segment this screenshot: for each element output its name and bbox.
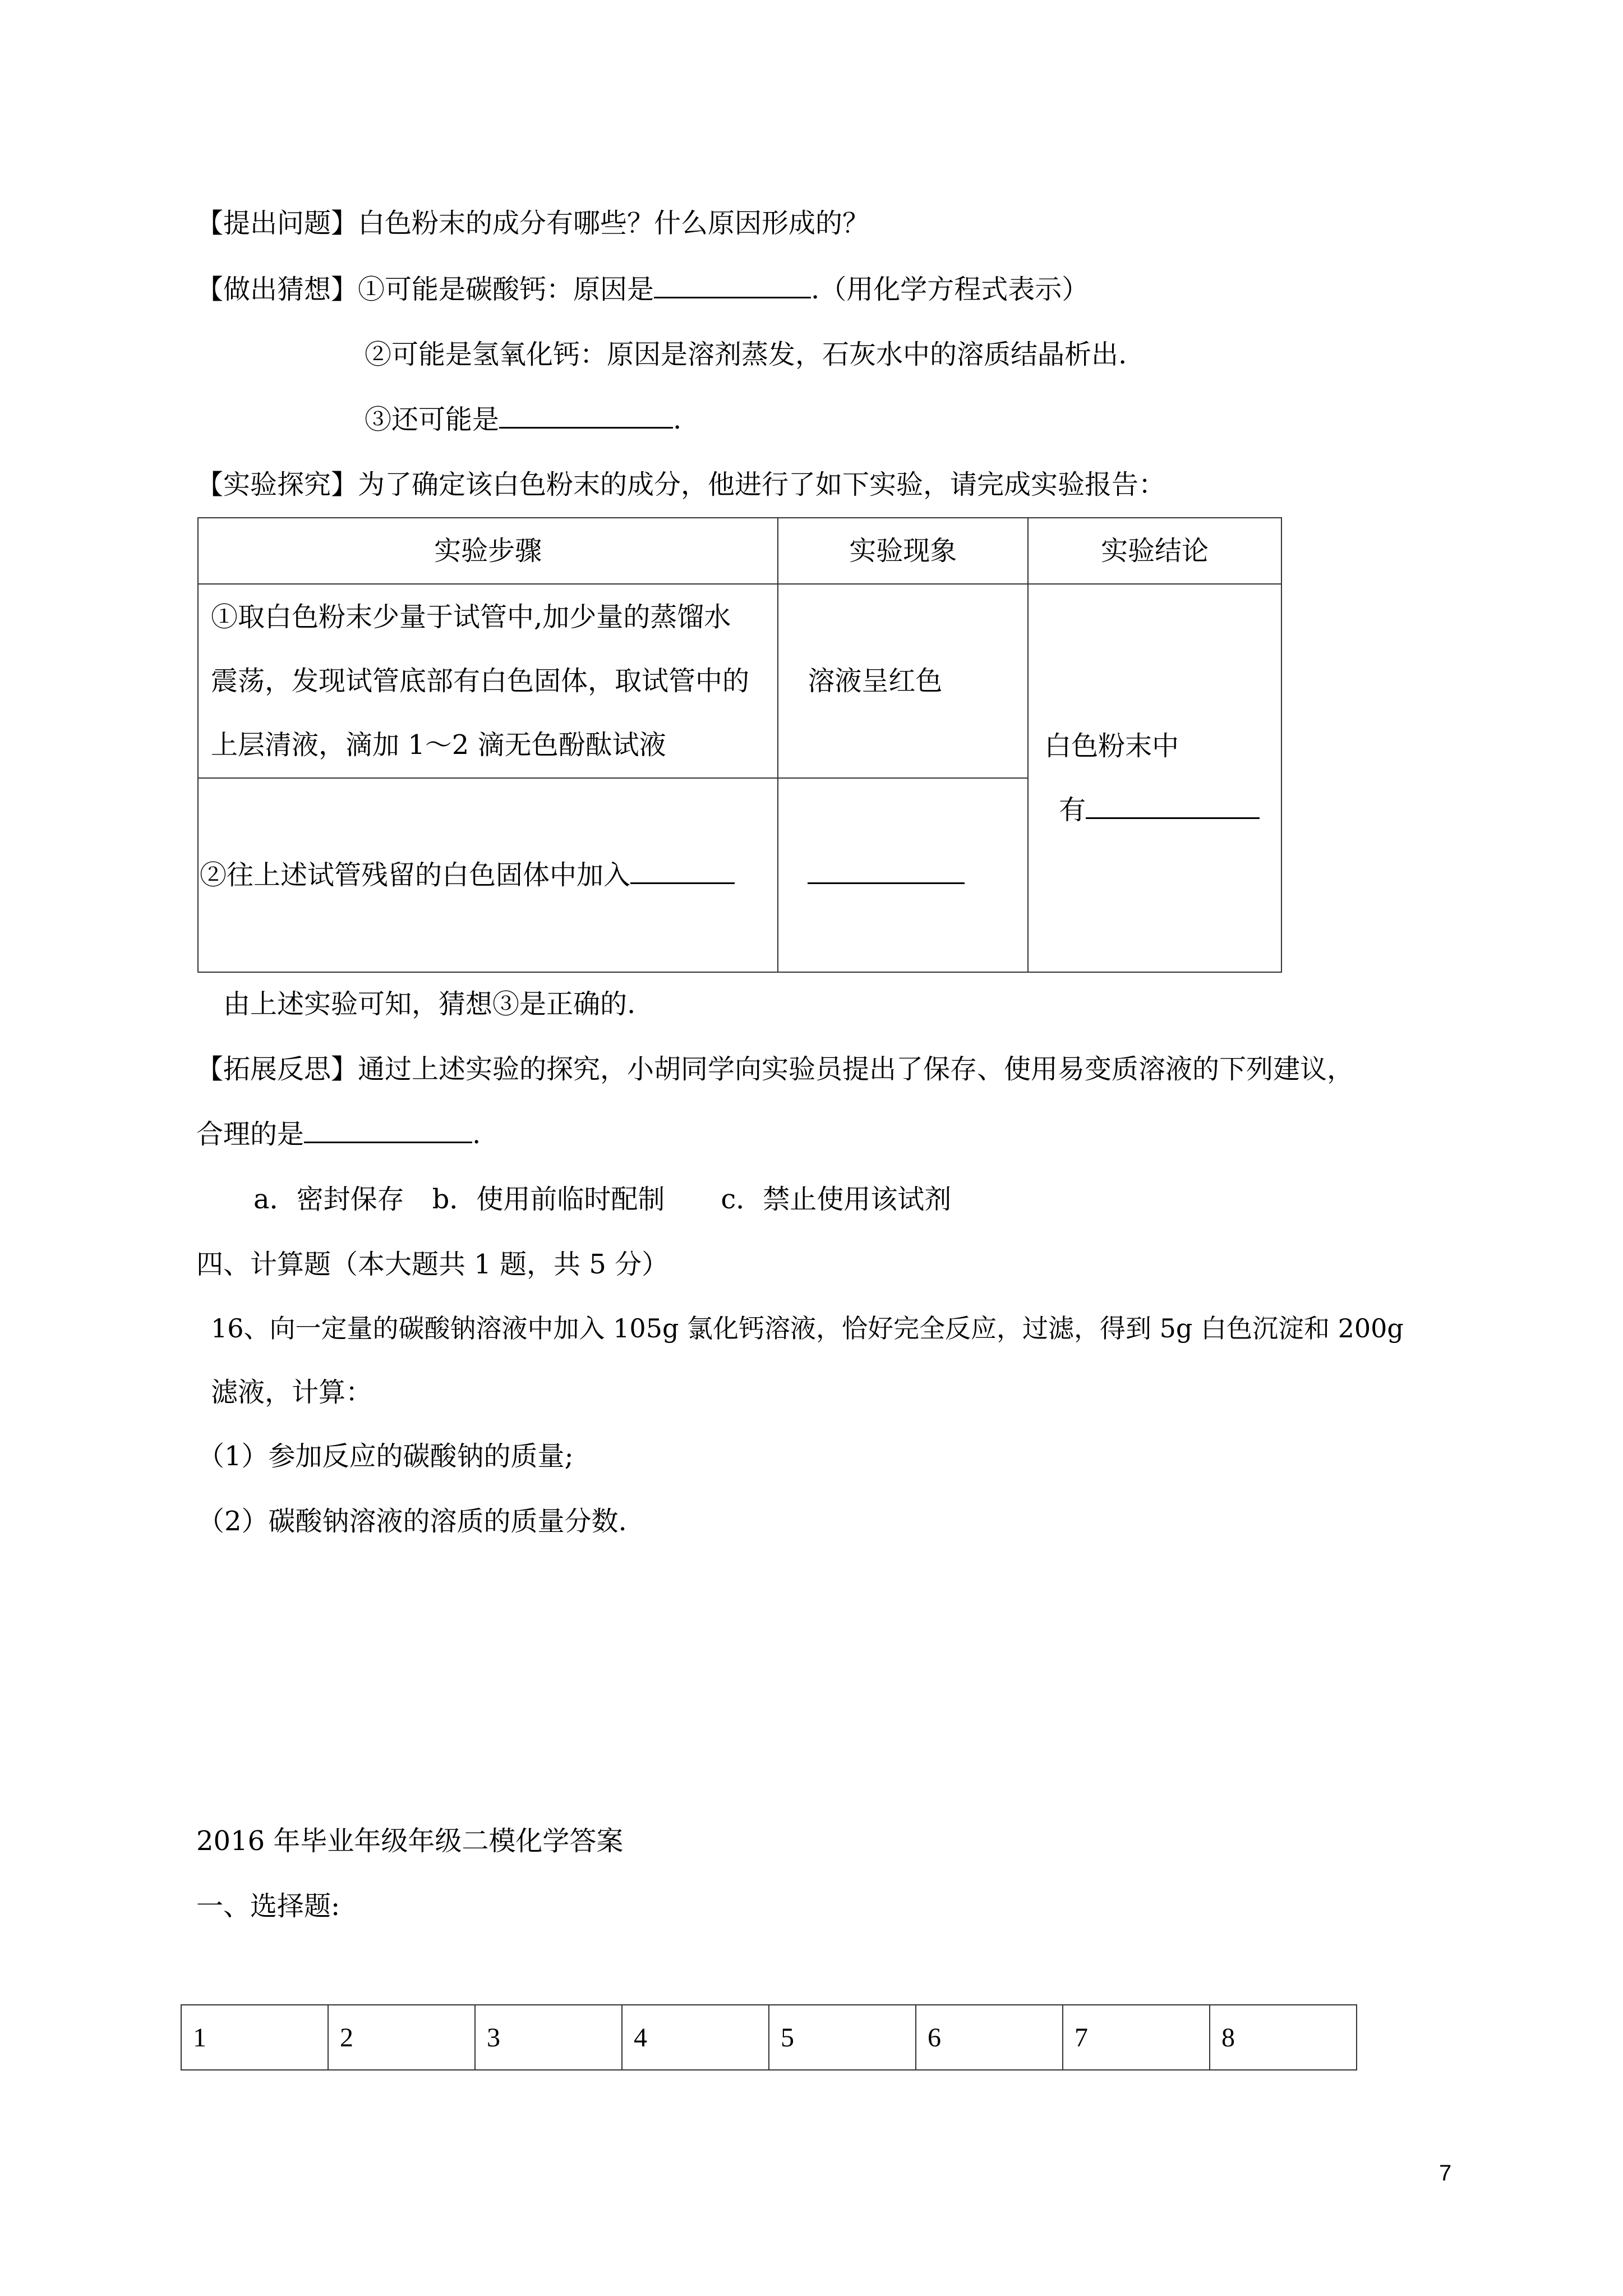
conclusion-line-1: 白色粉末中: [1044, 730, 1179, 762]
option-c: c．禁止使用该试剂: [721, 1184, 952, 1215]
reflection-prefix: 合理的是: [196, 1119, 305, 1150]
answer-cell-8: 8: [1210, 2005, 1357, 2070]
experiment-intro-line: [196, 468, 1165, 501]
conclusion-text: 由上述实验可知，猜想③是正确的.: [223, 988, 636, 1020]
option-a: a．密封保存: [253, 1184, 404, 1215]
phenomenon1-cell: 溶液呈红色: [778, 584, 1028, 778]
experiment-intro: 为了确定该白色粉末的成分，他进行了如下实验，请完成实验报告：: [358, 469, 1166, 500]
answer-cell-5: 5: [769, 2005, 916, 2070]
question16-line-1: 16、向一定量的碳酸钠溶液中加入 105g 氯化钙溶液，恰好完全反应，过滤，得到 5g 白色沉淀和 200g: [211, 1313, 1404, 1343]
hypothesis-item3-suffix: .: [673, 404, 682, 435]
hypothesis-line-1: [196, 273, 1089, 306]
hypothesis-line-2: ②可能是氢氧化钙：原因是溶剂蒸发，石灰水中的溶质结晶析出.: [365, 339, 1127, 370]
answer-cell-7: 7: [1063, 2005, 1210, 2070]
answer-cell-3: 3: [475, 2005, 622, 2070]
reflection-text: 通过上述实验的探究，小胡同学向实验员提出了保存、使用易变质溶液的下列建议，: [358, 1053, 1354, 1085]
hypothesis-blank-3[interactable]: [499, 403, 673, 429]
step2-cell: [198, 778, 778, 972]
answer-cell-1: 1: [181, 2005, 328, 2070]
experiment-header-row: [198, 518, 1281, 584]
answers-title: 2016 年毕业年级年级二模化学答案: [196, 1825, 624, 1857]
reflection-label: 【拓展反思】: [196, 1053, 358, 1085]
answer-number-row: [181, 2005, 1357, 2070]
hypothesis-item1-suffix: .（用化学方程式表示）: [811, 274, 1089, 305]
step2-blank[interactable]: [630, 859, 735, 884]
hypothesis-blank-1[interactable]: [654, 273, 811, 298]
experiment-label: 【实验探究】: [196, 469, 358, 500]
reflection-line-1: [196, 1052, 1354, 1086]
reflection-blank[interactable]: [304, 1118, 472, 1143]
step1-line-2: 震荡，发现试管底部有白色固体，取试管中的: [211, 665, 750, 697]
header-phenomenon: 实验现象: [778, 518, 1028, 584]
question16-sub-2: （2）碳酸钠溶液的溶质的质量分数.: [197, 1506, 627, 1537]
reflection-line-2: [196, 1117, 481, 1151]
header-steps: 实验步骤: [198, 518, 778, 584]
conclusion-blank[interactable]: [1086, 794, 1260, 819]
page-number: 7: [1439, 2161, 1452, 2185]
section4-title: 四、计算题（本大题共 1 题，共 5 分）: [196, 1249, 669, 1280]
step1-line-1: ①取白色粉末少量于试管中,加少量的蒸馏水: [211, 601, 731, 633]
step2-text: ②往上述试管残留的白色固体中加入: [200, 859, 631, 891]
conclusion-line-2: [1044, 778, 1271, 842]
conclusion-prefix: 有: [1059, 794, 1086, 826]
question-text: 白色粉末的成分有哪些？什么原因形成的？: [358, 208, 870, 239]
reflection-suffix: .: [472, 1119, 481, 1150]
hypothesis-item3: ③还可能是: [365, 404, 500, 435]
header-conclusion: 实验结论: [1028, 518, 1281, 584]
step1-line-3: 上层清液，滴加 1～2 滴无色酚酞试液: [211, 729, 666, 761]
question-line: [196, 206, 869, 240]
experiment-table: [197, 517, 1282, 973]
step1-cell: [198, 584, 778, 778]
reflection-options: [253, 1182, 951, 1216]
conclusion-cell: [1028, 584, 1281, 972]
answer-cell-6: 6: [916, 2005, 1063, 2070]
answer-table: [181, 2004, 1357, 2070]
question16-sub-1: （1）参加反应的碳酸钠的质量;: [197, 1441, 574, 1472]
experiment-row-1: [198, 584, 1281, 778]
hypothesis-line-3: [365, 403, 681, 436]
hypothesis-item1: ①可能是碳酸钙：原因是: [358, 274, 654, 305]
phenomenon2-blank[interactable]: [808, 859, 965, 884]
phenomenon2-cell: [778, 778, 1028, 972]
question16-line-2: 滤液，计算：: [211, 1377, 373, 1408]
hypothesis-label: 【做出猜想】: [196, 274, 358, 305]
answer-cell-2: 2: [328, 2005, 475, 2070]
answer-cell-4: 4: [622, 2005, 769, 2070]
answers-section1: 一、选择题:: [196, 1890, 340, 1922]
option-b: b．使用前临时配制: [432, 1184, 665, 1215]
question-label: 【提出问题】: [196, 208, 358, 239]
